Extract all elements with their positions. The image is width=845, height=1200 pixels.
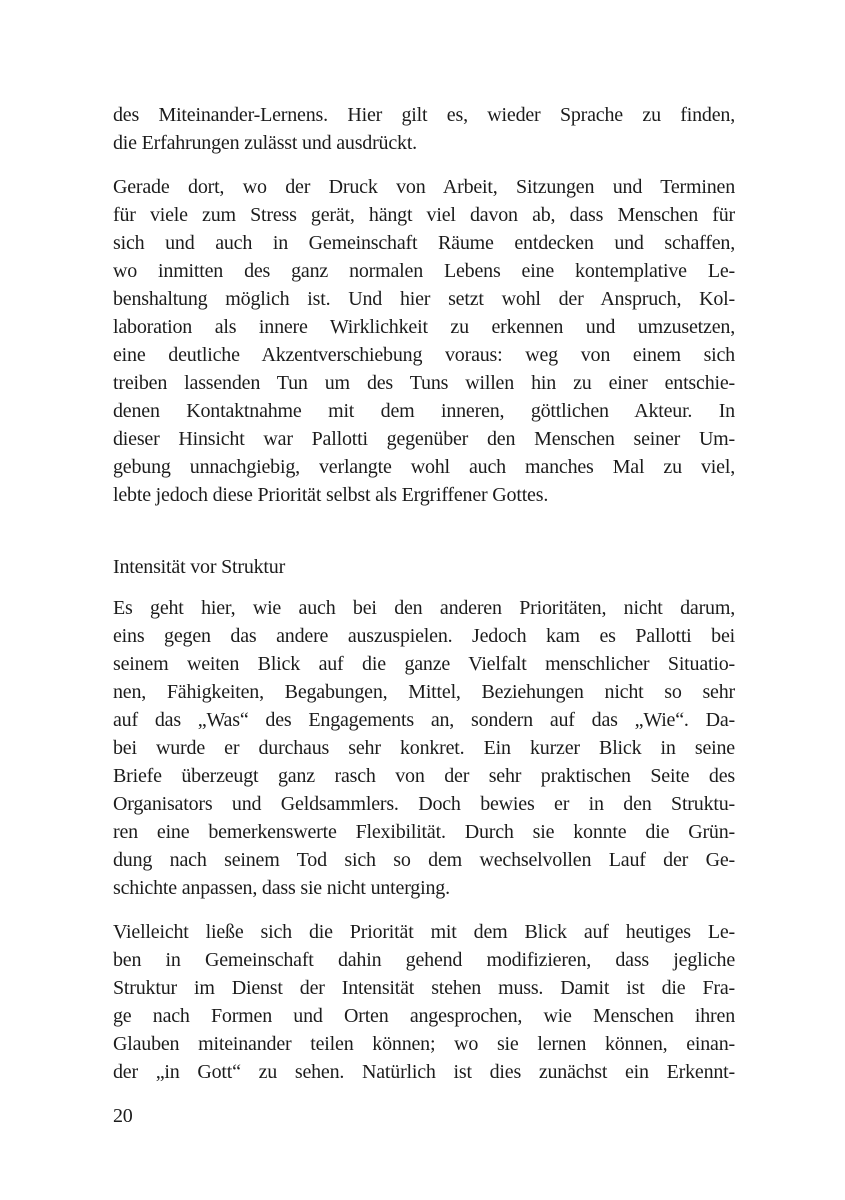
text-line: die Erfahrungen zulässt und ausdrückt. [113,132,417,154]
text-line: lebte jedoch diese Priorität selbst als Ergriffener Gottes. [113,484,549,506]
text-line: treiben lassenden Tun um des Tuns willen hin zu einer entschie- [113,372,735,394]
text-line: wo inmitten des ganz normalen Lebens eine kontemplative Le- [113,260,735,282]
text-line: nen, Fähigkeiten, Begabungen, Mittel, Beziehungen nicht so sehr [113,681,735,703]
body-paragraph [113,918,735,1086]
text-line: auf das „Was“ des Engagements an, sondern auf das „Wie“. Da- [113,709,735,731]
body-paragraph [113,594,735,902]
text-line: des Miteinander-Lernens. Hier gilt es, wieder Sprache zu finden, [113,104,735,126]
body-paragraph [113,101,735,157]
text-line: eins gegen das andere auszuspielen. Jedoch kam es Pallotti bei [113,625,735,647]
text-line: Briefe überzeugt ganz rasch von der sehr praktischen Seite des [113,765,735,787]
text-line: Gerade dort, wo der Druck von Arbeit, Sitzungen und Terminen [113,176,735,198]
text-block [113,101,735,1086]
text-line: bei wurde er durchaus sehr konkret. Ein kurzer Blick in seine [113,737,735,759]
text-line: ge nach Formen und Orten angesprochen, wie Menschen ihren [113,1005,735,1027]
text-line: benshaltung möglich ist. Und hier setzt wohl der Anspruch, Kol- [113,288,735,310]
text-line: der „in Gott“ zu sehen. Natürlich ist dies zunächst ein Erkennt- [113,1061,735,1083]
text-line: eine deutliche Akzentverschiebung voraus: weg von einem sich [113,344,735,366]
text-line: schichte anpassen, dass sie nicht unterging. [113,877,450,899]
text-line: Struktur im Dienst der Intensität stehen muss. Damit ist die Fra- [113,977,735,999]
text-line: Organisators und Geldsammlers. Doch bewies er in den Struktu- [113,793,735,815]
text-line: laboration als innere Wirklichkeit zu erkennen und umzusetzen, [113,316,735,338]
section-heading: Intensität vor Struktur [113,556,286,578]
text-line: ren eine bemerkenswerte Flexibilität. Durch sie konnte die Grün- [113,821,735,843]
text-line: seinem weiten Blick auf die ganze Vielfalt menschlicher Situatio- [113,653,735,675]
text-line: Glauben miteinander teilen können; wo sie lernen können, einan- [113,1033,735,1055]
text-line: Es geht hier, wie auch bei den anderen Prioritäten, nicht darum, [113,597,735,619]
text-line: sich und auch in Gemeinschaft Räume entdecken und schaffen, [113,232,735,254]
text-line: gebung unnachgiebig, verlangte wohl auch manches Mal zu viel, [113,456,735,478]
text-line: ben in Gemeinschaft dahin gehend modifizieren, dass jegliche [113,949,735,971]
text-line: dung nach seinem Tod sich so dem wechselvollen Lauf der Ge- [113,849,735,871]
text-line: für viele zum Stress gerät, hängt viel davon ab, dass Menschen für [113,204,735,226]
text-line: dieser Hinsicht war Pallotti gegenüber den Menschen seiner Um- [113,428,735,450]
page-number: 20 [113,1105,133,1127]
text-line: denen Kontaktnahme mit dem inneren, göttlichen Akteur. In [113,400,735,422]
body-paragraph [113,173,735,509]
text-line: Vielleicht ließe sich die Priorität mit dem Blick auf heutiges Le- [113,921,735,943]
